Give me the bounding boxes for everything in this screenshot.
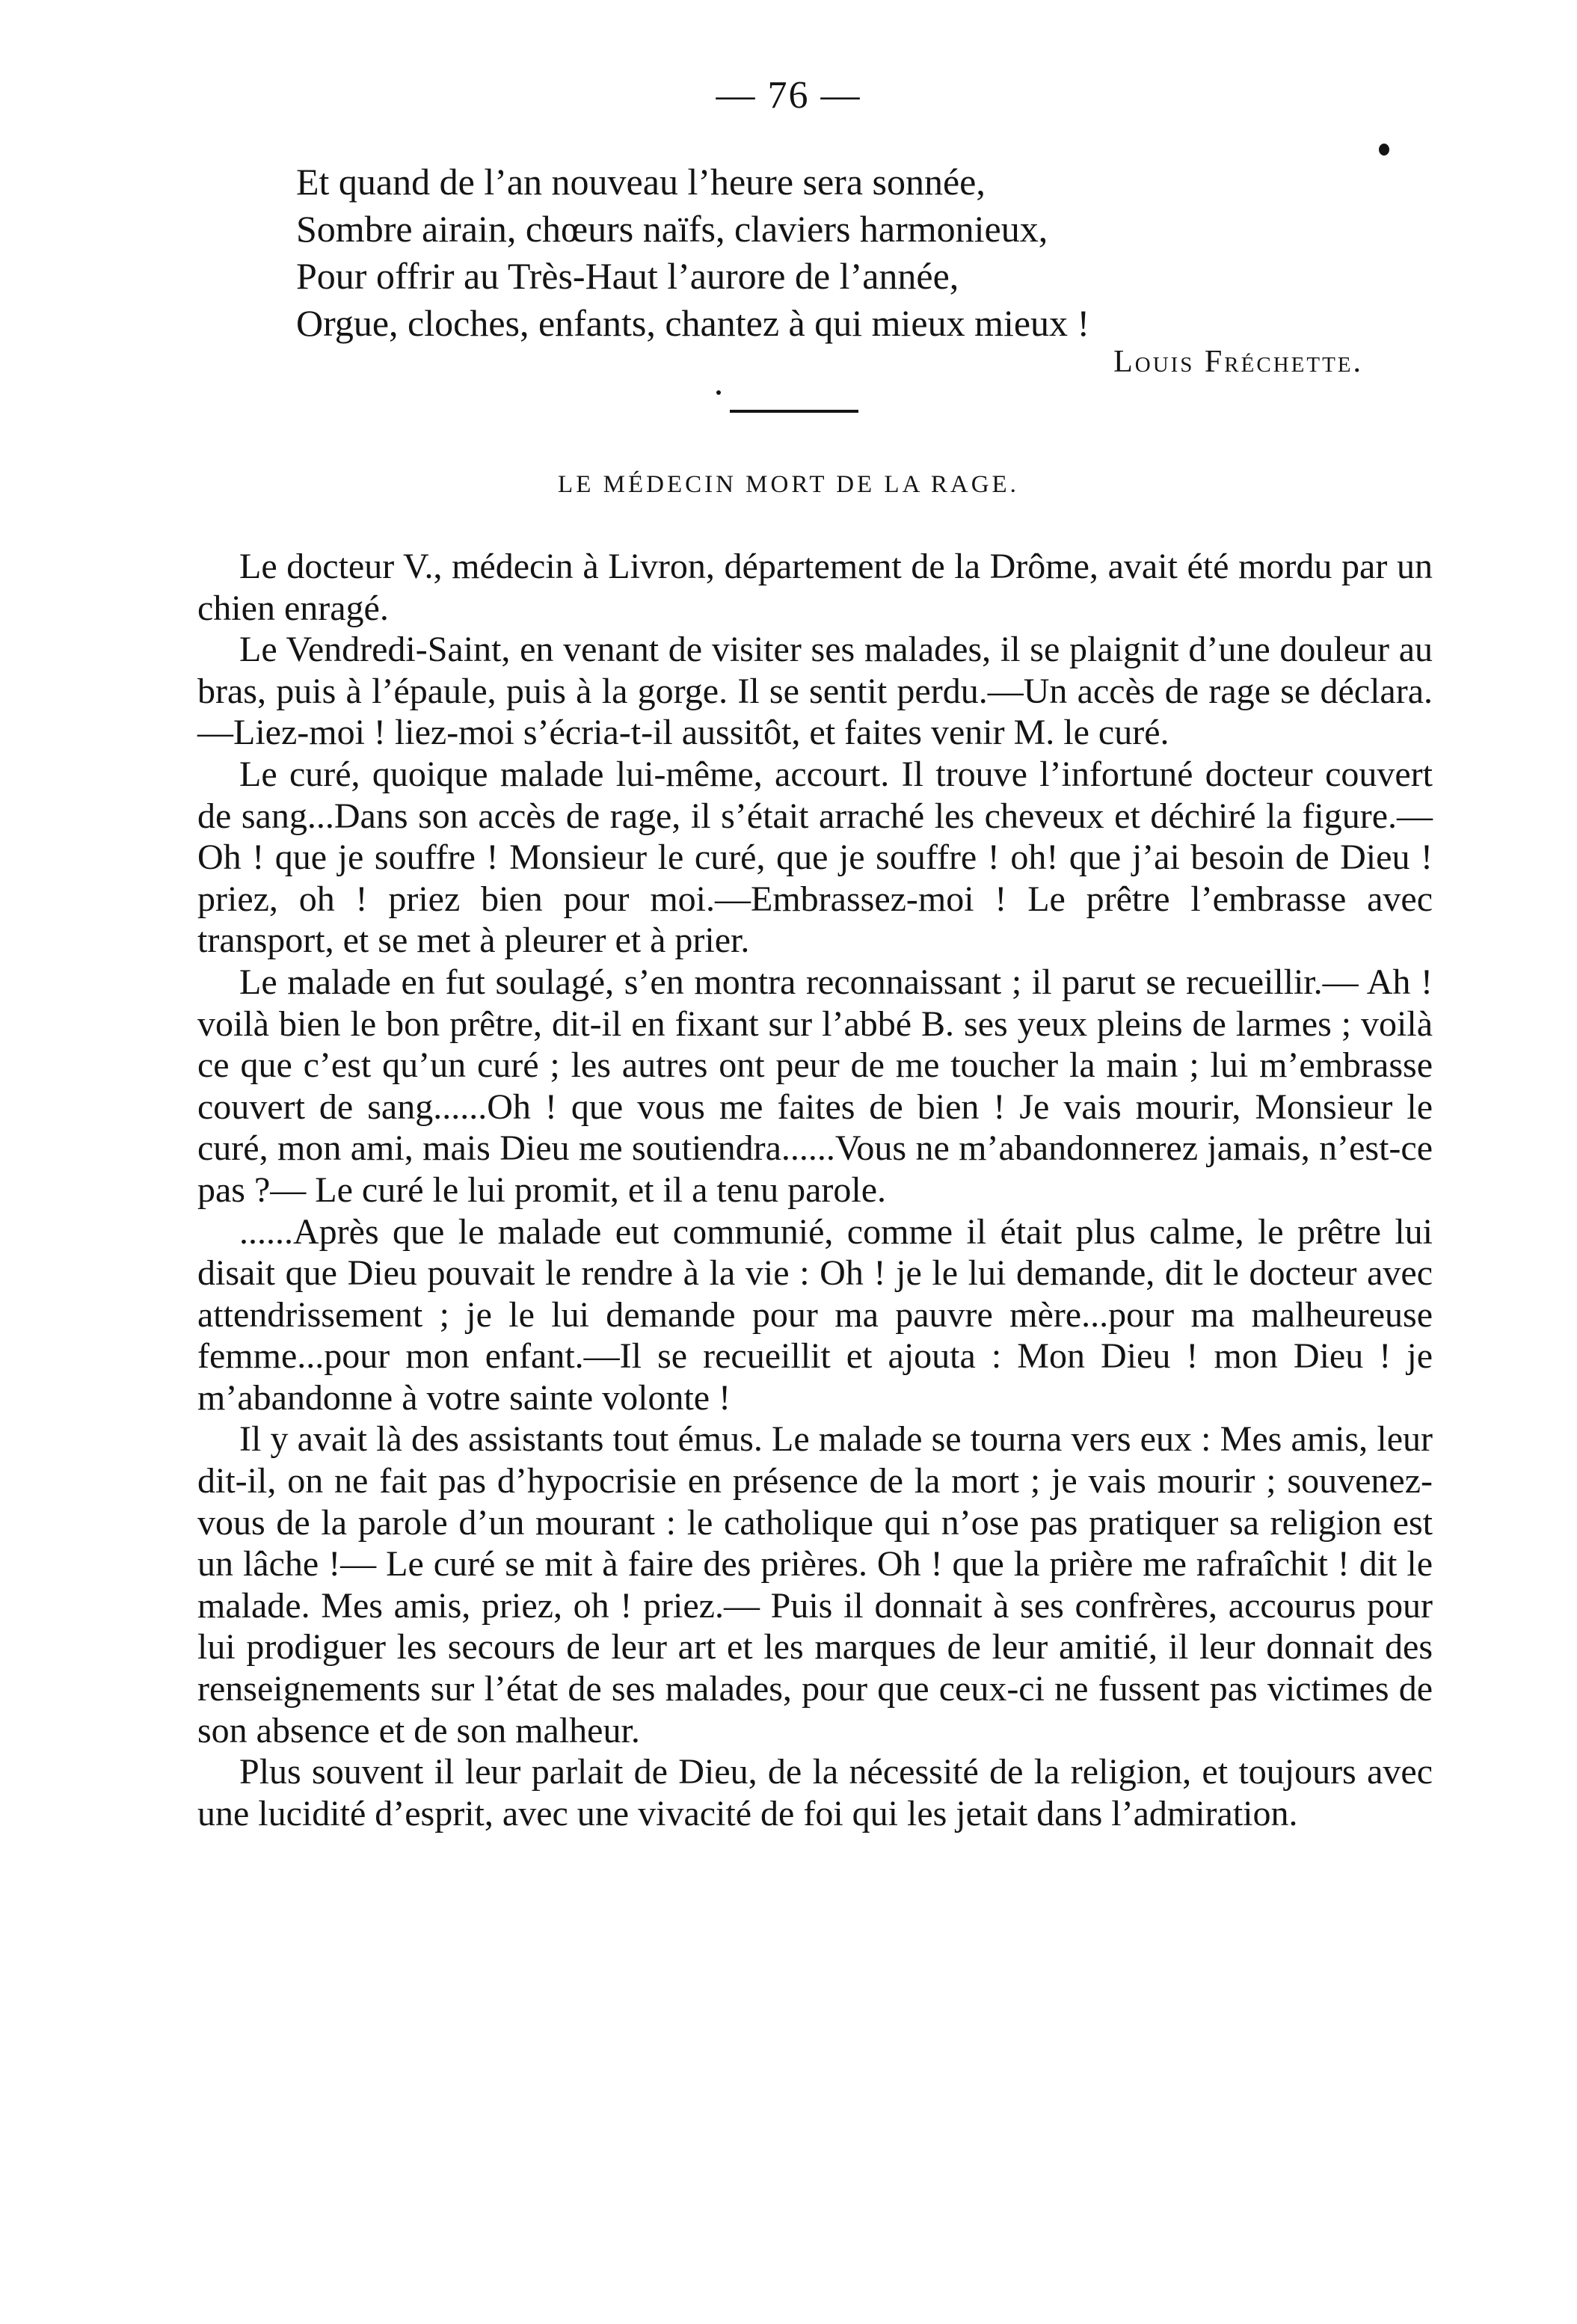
paragraph: ......Après que le malade eut communié, comme il était plus calme, le prêtre lui disait que Dieu pouvait le rendre à la vie : Oh ! je le lui demande, dit le docteur avec attendrissement ; je le lui demande pour ma pauvre mère...pour ma malheureuse femme...pour mon enfant.—Il se recueillit et ajouta : Mon Dieu ! mon Dieu ! je m’abandonne à votre sainte volonte ! xyxy=(197,1211,1433,1418)
poem-line: Orgue, cloches, enfants, chantez à qui mieux mieux ! xyxy=(296,302,1090,344)
paragraph: Plus souvent il leur parlait de Dieu, de la nécessité de la religion, et toujours avec une lucidité d’esprit, avec une vivacité de foi qui les jetait dans l’admiration. xyxy=(197,1752,1433,1833)
article-body xyxy=(197,546,1433,1834)
section-divider xyxy=(730,410,858,413)
paragraph: Le curé, quoique malade lui-même, accourt. Il trouve l’infortuné docteur couvert de sang...Dans son accès de rage, il s’était arraché les cheveux et déchiré la figure.—Oh ! que je souffre ! Monsieur le curé, que je souffre ! oh! que j’ai besoin de Dieu ! priez, oh ! priez bien pour moi.—Embrassez-moi ! Le prêtre l’embrasse avec transport, et se met à pleurer et à prier. xyxy=(197,754,1433,961)
poem-line: Pour offrir au Très-Haut l’aurore de l’année, xyxy=(296,255,959,297)
section-title: LE MÉDECIN MORT DE LA RAGE. xyxy=(558,471,1019,498)
poem-line: Et quand de l’an nouveau l’heure sera sonnée, xyxy=(296,161,986,203)
paragraph: Le malade en fut soulagé, s’en montra reconnaissant ; il parut se recueillir.— Ah ! voilà bien le bon prêtre, dit-il en fixant sur l’abbé B. ses yeux pleins de larmes ; voilà ce que c’est qu’un curé ; les autres ont peur de me toucher la main ; lui m’embrasse couvert de sang......Oh ! que vous me faites de bien ! Je vais mourir, Monsieur le curé, mon ami, mais Dieu me soutiendra......Vous ne m’abandonnerez jamais, n’est-ce pas ?— Le curé le lui promit, et il a tenu parole. xyxy=(197,962,1433,1210)
paragraph: Le docteur V., médecin à Livron, département de la Drôme, avait été mordu par un chien enragé. xyxy=(197,547,1433,628)
poem-stanza xyxy=(296,159,1089,347)
ink-speck xyxy=(1379,144,1389,156)
paragraph: Le Vendredi-Saint, en venant de visiter ses malades, il se plaignit d’une douleur au bras, puis à l’épaule, puis à la gorge. Il se sentit perdu.—Un accès de rage se déclara.—Liez-moi ! liez-moi s’écria-t-il aussitôt, et faites venir M. le curé. xyxy=(197,630,1433,753)
poem-line: Sombre airain, chœurs naïfs, claviers harmonieux, xyxy=(296,208,1048,250)
page-number: — 76 — xyxy=(716,74,861,117)
ink-speck xyxy=(716,390,721,395)
paragraph: Il y avait là des assistants tout émus. Le malade se tourna vers eux : Mes amis, leur dit-il, on ne fait pas d’hypocrisie en présence de la mort ; je vais mourir ; souvenez-vous de la parole d’un mourant : le catholique qui n’ose pas pratiquer sa religion est un lâche !— Le curé se mit à faire des prières. Oh ! que la prière me rafraîchit ! dit le malade. Mes amis, priez, oh ! priez.— Puis il donnait à ses confrères, accourus pour lui prodiguer les secours de leur art et les marques de leur amitié, il leur donnait des renseignements sur l’état de ses malades, pour que ceux-ci ne fussent pas victimes de son absence et de son malheur. xyxy=(197,1419,1433,1750)
poem-attribution: Louis Fréchette. xyxy=(1113,345,1363,379)
